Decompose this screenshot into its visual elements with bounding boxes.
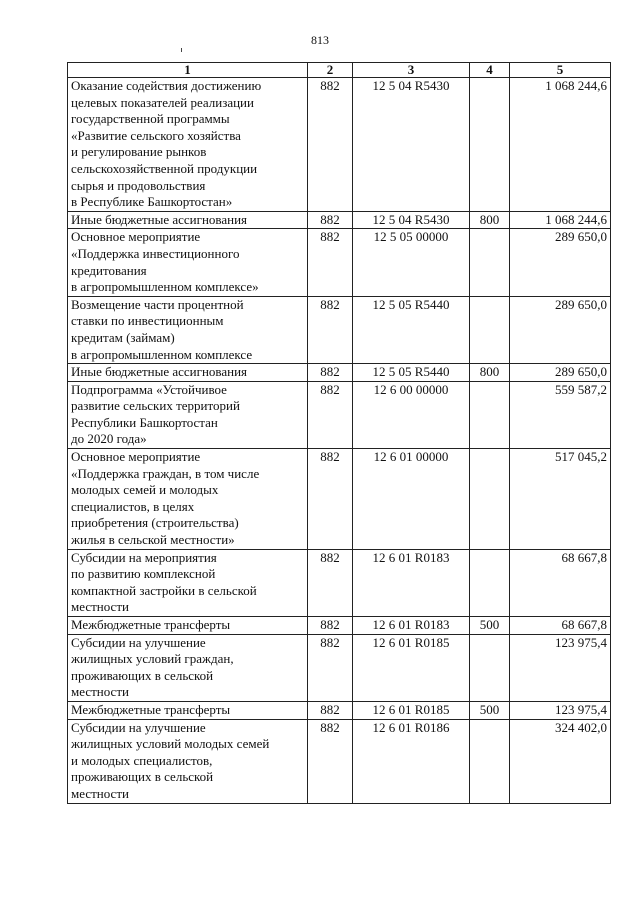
row-admin: 882 (308, 634, 353, 701)
row-admin: 882 (308, 229, 353, 296)
row-admin: 882 (308, 364, 353, 382)
row-amount: 289 650,0 (510, 296, 611, 363)
row-amount: 123 975,4 (510, 701, 611, 719)
row-name: Оказание содействия достижению целевых показателей реализации государственной программы «Развитие сельского хозяйства и регулирование рынков сельскохозяйственной продукции сырья и продовольствия в Республике Башкортостан» (68, 78, 308, 212)
table-row (68, 78, 611, 212)
row-name: Межбюджетные трансферты (68, 617, 308, 635)
scan-mark (181, 48, 182, 52)
row-kind (470, 381, 510, 448)
row-name: Иные бюджетные ассигнования (68, 364, 308, 382)
table-row (68, 449, 611, 550)
row-amount: 68 667,8 (510, 549, 611, 616)
table-row (68, 617, 611, 635)
row-amount: 1 068 244,6 (510, 211, 611, 229)
header-col-3: 3 (353, 63, 470, 78)
row-name: Субсидии на улучшение жилищных условий граждан, проживающих в сельской местности (68, 634, 308, 701)
table-row (68, 719, 611, 803)
row-amount: 68 667,8 (510, 617, 611, 635)
row-name: Межбюджетные трансферты (68, 701, 308, 719)
row-kind (470, 229, 510, 296)
row-amount: 289 650,0 (510, 229, 611, 296)
row-kind (470, 634, 510, 701)
row-code: 12 6 01 R0185 (353, 701, 470, 719)
row-code: 12 5 05 R5440 (353, 364, 470, 382)
row-admin: 882 (308, 78, 353, 212)
row-kind (470, 719, 510, 803)
row-code: 12 6 01 00000 (353, 449, 470, 550)
row-code: 12 5 04 R5430 (353, 211, 470, 229)
row-code: 12 6 00 00000 (353, 381, 470, 448)
row-name: Иные бюджетные ассигнования (68, 211, 308, 229)
row-code: 12 6 01 R0183 (353, 549, 470, 616)
row-admin: 882 (308, 296, 353, 363)
row-code: 12 6 01 R0183 (353, 617, 470, 635)
row-amount: 324 402,0 (510, 719, 611, 803)
row-amount: 289 650,0 (510, 364, 611, 382)
row-name: Субсидии на мероприятия по развитию комплексной компактной застройки в сельской местности (68, 549, 308, 616)
row-admin: 882 (308, 449, 353, 550)
row-kind: 500 (470, 617, 510, 635)
row-kind: 500 (470, 701, 510, 719)
row-amount: 1 068 244,6 (510, 78, 611, 212)
row-code: 12 5 04 R5430 (353, 78, 470, 212)
table-row (68, 364, 611, 382)
row-code: 12 6 01 R0185 (353, 634, 470, 701)
row-name: Основное мероприятие «Поддержка граждан, в том числе молодых семей и молодых специалистов, в целях приобретения (строительства) жилья в сельской местности» (68, 449, 308, 550)
row-admin: 882 (308, 701, 353, 719)
row-admin: 882 (308, 719, 353, 803)
table-row (68, 549, 611, 616)
row-kind (470, 449, 510, 550)
table-row (68, 211, 611, 229)
row-kind (470, 296, 510, 363)
header-col-4: 4 (470, 63, 510, 78)
row-name: Субсидии на улучшение жилищных условий молодых семей и молодых специалистов, проживающих в сельской местности (68, 719, 308, 803)
row-name: Возмещение части процентной ставки по инвестиционным кредитам (займам) в агропромышленном комплексе (68, 296, 308, 363)
row-code: 12 6 01 R0186 (353, 719, 470, 803)
row-code: 12 5 05 R5440 (353, 296, 470, 363)
row-admin: 882 (308, 211, 353, 229)
row-amount: 517 045,2 (510, 449, 611, 550)
row-kind (470, 78, 510, 212)
page-number: 813 (311, 33, 329, 47)
row-name: Подпрограмма «Устойчивое развитие сельских территорий Республики Башкортостан до 2020 года» (68, 381, 308, 448)
table-row (68, 296, 611, 363)
row-amount: 559 587,2 (510, 381, 611, 448)
row-code: 12 5 05 00000 (353, 229, 470, 296)
row-amount: 123 975,4 (510, 634, 611, 701)
table-row (68, 381, 611, 448)
row-name: Основное мероприятие «Поддержка инвестиционного кредитования в агропромышленном комплексе» (68, 229, 308, 296)
row-admin: 882 (308, 617, 353, 635)
header-col-2: 2 (308, 63, 353, 78)
row-kind (470, 549, 510, 616)
budget-table (67, 62, 611, 804)
row-kind: 800 (470, 364, 510, 382)
row-admin: 882 (308, 381, 353, 448)
header-row (68, 63, 611, 78)
table-row (68, 229, 611, 296)
row-admin: 882 (308, 549, 353, 616)
table-row (68, 701, 611, 719)
row-kind: 800 (470, 211, 510, 229)
header-col-1: 1 (68, 63, 308, 78)
table-row (68, 634, 611, 701)
header-col-5: 5 (510, 63, 611, 78)
